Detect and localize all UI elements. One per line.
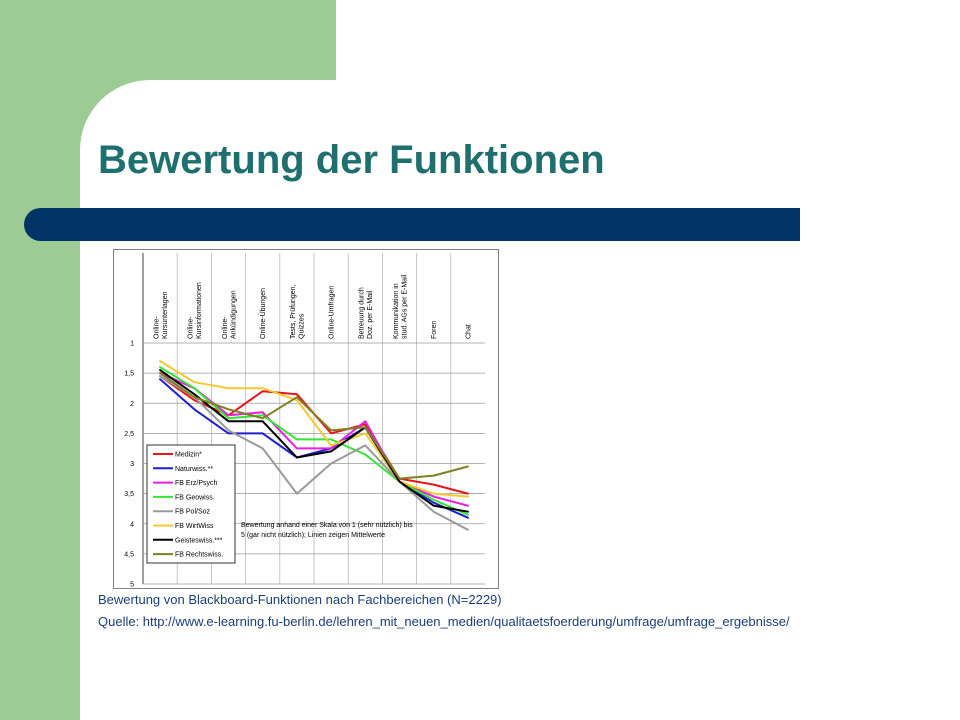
category-label: Foren bbox=[431, 320, 439, 339]
category-label: Chat bbox=[465, 324, 473, 339]
category-label: Doz. per E-Mail bbox=[367, 290, 375, 339]
legend-label: FB Pol/Soz bbox=[175, 508, 211, 516]
category-label: Quizzes bbox=[298, 313, 306, 339]
category-label: Kursinformationen bbox=[196, 282, 204, 339]
legend-label: FB WirtWiss bbox=[175, 523, 214, 530]
category-label: Online-Umfragen bbox=[328, 285, 336, 339]
chart-caption: Bewertung von Blackboard-Funktionen nach Fachbereichen (N=2229) bbox=[98, 592, 502, 607]
chart-annotation: 5 (gar nicht nützlich); Linien zeigen Mittelwerte bbox=[241, 532, 385, 539]
y-tick-label: 4 bbox=[130, 521, 134, 529]
legend-box bbox=[147, 445, 235, 563]
y-tick-label: 2,5 bbox=[124, 430, 134, 438]
legend-label: FB Geowiss. bbox=[175, 494, 215, 502]
y-tick-label: 1 bbox=[130, 340, 134, 348]
y-tick-label: 5 bbox=[130, 581, 134, 589]
y-tick-label: 4,5 bbox=[124, 551, 134, 559]
chart-annotation: Bewertung anhand einer Skala von 1 (sehr nützlich) bis bbox=[241, 522, 413, 529]
source-link[interactable]: Quelle: http://www.e-learning.fu-berlin.de/lehren_mit_neuen_medien/qualitaetsfoerderung/umfrage/umfrage_ergebnisse/ bbox=[98, 614, 790, 629]
y-tick-label: 1,5 bbox=[124, 370, 134, 378]
y-tick-label: 2 bbox=[130, 400, 134, 408]
page-title: Bewertung der Funktionen bbox=[98, 138, 605, 182]
category-label: Kursunterlagen bbox=[161, 291, 169, 339]
y-tick-label: 3 bbox=[130, 461, 134, 468]
category-label: Betreuung durch bbox=[358, 287, 366, 339]
legend-label: Geisteswiss.*** bbox=[175, 537, 223, 545]
rating-chart bbox=[113, 249, 499, 589]
legend-label: Medizin* bbox=[175, 451, 202, 459]
category-label: stud. AGs per E-Mail bbox=[401, 274, 409, 339]
legend-label: Naturwiss.** bbox=[175, 465, 214, 473]
legend-label: FB Rechtswiss. bbox=[175, 551, 224, 559]
category-label: Online-Übungen bbox=[260, 288, 268, 339]
category-label: Ankündigungen bbox=[230, 290, 238, 339]
category-label: Kommunikation in bbox=[392, 283, 400, 339]
y-tick-label: 3,5 bbox=[124, 491, 134, 499]
category-label: Tests, Prüfungen, bbox=[290, 284, 298, 339]
chart-svg bbox=[113, 249, 499, 589]
category-label: Online- bbox=[187, 316, 195, 339]
title-underline-bar bbox=[24, 208, 800, 241]
legend-label: FB Erz/Psych bbox=[175, 480, 218, 488]
category-label: Online- bbox=[221, 316, 229, 339]
category-label: Online- bbox=[153, 316, 161, 339]
